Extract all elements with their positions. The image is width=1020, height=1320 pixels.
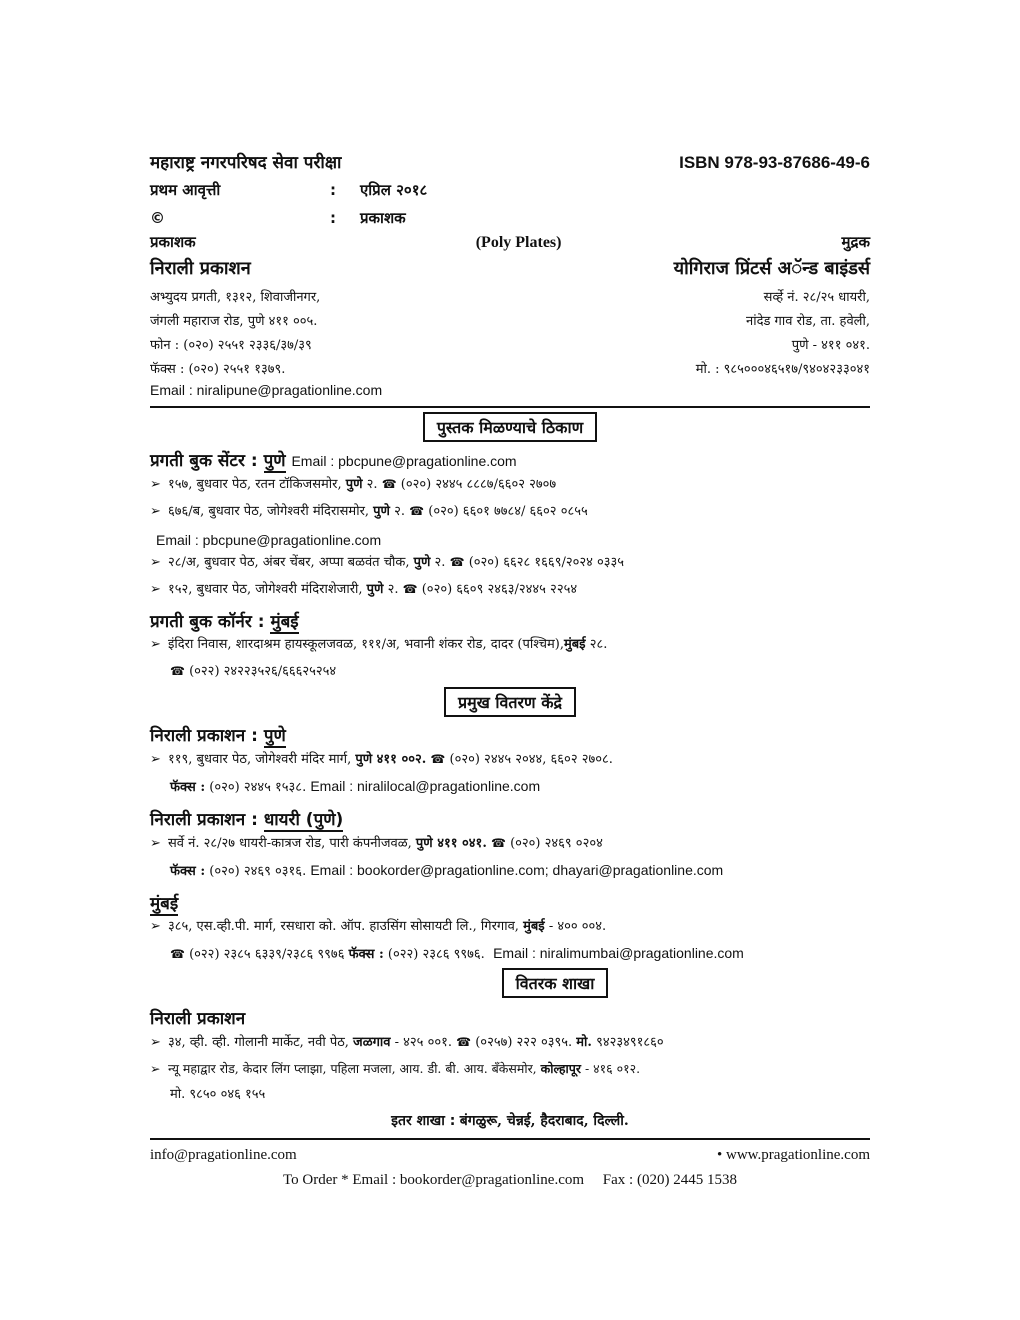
footer-fax: Fax : (020) 2445 1538	[602, 1172, 737, 1188]
address-item: ➢ १५७, बुधवार पेठ, रतन टॉकिजसमोर, पुणे २. ☎ (०२०) २४४५ ८८८७/६६०२ २७०७	[150, 471, 870, 498]
section-heading	[150, 891, 870, 914]
publisher-names-row	[150, 256, 870, 286]
footer-order-row	[150, 1168, 870, 1192]
heading-city: पुणे	[263, 726, 286, 746]
mobile-line: मो. ९८५० ०४६ १५५	[170, 1087, 266, 1102]
address-item: ➢ ३८५, एस.व्ही.पी. मार्ग, रसधारा को. ऑप. हाउसिंग सोसायटी लि., गिरगाव, मुंबई - ४०० ००४.	[150, 914, 870, 940]
publisher-address-line: अभ्युदय प्रगती, १३१२, शिवाजीनगर,	[150, 290, 321, 305]
heading-city: धायरी (पुणे)	[263, 810, 344, 830]
copyright-symbol: ©	[150, 209, 165, 227]
footer-email[interactable]: info@pragationline.com	[150, 1147, 297, 1163]
arrow-icon: ➢	[150, 637, 161, 652]
edition-value: एप्रिल २०१८	[360, 181, 428, 199]
phone-icon: ☎	[170, 947, 185, 961]
fax-line: फॅक्स : (०२०) २४४५ १५३८. Email : niralilocal@pragationline.com	[170, 778, 541, 795]
divider	[150, 406, 870, 408]
edition-row	[150, 176, 870, 204]
printer-label: मुद्रक	[841, 233, 870, 251]
section-heading	[150, 448, 870, 471]
address-item: ➢ ३४, व्ही. व्ही. गोलानी मार्केट, नवी पेठ, जळगाव - ४२५ ००१. ☎ (०२५७) २२२ ०३९५. मो. ९४२३४९१८६०	[150, 1029, 870, 1056]
copyright-value: प्रकाशक	[360, 209, 406, 227]
phone-icon: ☎	[490, 836, 506, 850]
arrow-icon: ➢	[150, 555, 161, 570]
arrow-icon: ➢	[150, 919, 161, 934]
plates-label: (Poly Plates)	[475, 234, 562, 251]
phone-line: ☎ (०२२) २४२२३५२६/६६६२५२५४	[170, 664, 337, 679]
section-box-wrap	[150, 687, 870, 717]
publisher-name: निराली प्रकाशन	[150, 258, 251, 279]
section-title-box: पुस्तक मिळण्याचे ठिकाण	[423, 412, 597, 442]
heading-prefix: निराली प्रकाशन :	[150, 810, 258, 830]
edition-label: प्रथम आवृत्ती	[150, 181, 221, 199]
fax-line: ☎ (०२२) २३८५ ६३३९/२३८६ ९९७६ फॅक्स : (०२२) २३८६ ९९७६. Email : niralimumbai@pragationline.com	[170, 945, 744, 962]
phone-icon: ☎	[456, 1035, 472, 1049]
heading-city: मुंबई	[270, 612, 299, 632]
other-branches: इतर शाखा : बंगळुरू, चेन्नई, हैदराबाद, दिल्ली.	[391, 1113, 629, 1129]
printer-address	[696, 286, 870, 382]
heading-prefix: प्रगती बुक कॉर्नर :	[150, 612, 265, 632]
publisher-email: Email : niralipune@pragationline.com	[150, 382, 383, 398]
phone-icon: ☎	[430, 752, 446, 766]
address-item: ➢ ६७६/ब, बुधवार पेठ, जोगेश्वरी मंदिरासमोर, पुणे २. ☎ (०२०) ६६०१ ७७८४/ ६६०२ ०८५५	[150, 498, 870, 525]
section-heading: निराली प्रकाशन	[150, 1009, 246, 1029]
addresses-row	[150, 286, 870, 382]
address-item: ➢ ११९, बुधवार पेठ, जोगेश्वरी मंदिर मार्ग, पुणे ४११ ००२. ☎ (०२०) २४४५ २०४४, ६६०२ २७०८.	[150, 746, 870, 773]
section-heading	[150, 723, 870, 746]
footer-website[interactable]: • www.pragationline.com	[717, 1147, 870, 1163]
isbn: ISBN 978-93-87686-49-6	[679, 153, 870, 172]
arrow-icon: ➢	[150, 1061, 161, 1076]
fax-line: फॅक्स : (०२०) २४६९ ०३१६. Email : bookorder@pragationline.com; dhayari@pragationline.com	[170, 862, 724, 879]
heading-email: Email : pbcpune@pragationline.com	[291, 453, 517, 469]
arrow-icon: ➢	[150, 752, 161, 767]
branch-email: Email : pbcpune@pragationline.com	[156, 532, 382, 548]
publisher-label: प्रकाशक	[150, 233, 196, 251]
phone-icon: ☎	[381, 477, 397, 491]
section-heading	[150, 807, 870, 830]
section-box-wrap	[150, 412, 870, 442]
heading-prefix: निराली प्रकाशन :	[150, 726, 258, 746]
publisher-address-line: जंगली महाराज रोड, पुणे ४११ ००५.	[150, 314, 318, 329]
section-title-box: वितरक शाखा	[502, 968, 609, 998]
phone-icon: ☎	[449, 555, 465, 569]
section-title-box: प्रमुख वितरण केंद्रे	[444, 687, 576, 717]
phone-icon: ☎	[409, 504, 425, 518]
address-item: ➢ १५२, बुधवार पेठ, जोगेश्वरी मंदिराशेजारी, पुणे २. ☎ (०२०) ६६०९ २४६३/२४४५ २२५४	[150, 576, 870, 603]
printer-address-line: मो. : ९८५०००४६५१७/९४०४२३३०४१	[695, 362, 870, 377]
publisher-address-line: फॅक्स : (०२०) २५५१ १३७९.	[150, 362, 286, 377]
heading-prefix: प्रगती बुक सेंटर :	[150, 451, 258, 471]
printer-address-line: सर्व्हे नं. २८/२५ धायरी,	[763, 290, 870, 305]
section-heading	[150, 609, 870, 632]
phone-icon: ☎	[402, 582, 418, 596]
printer-address-line: नांदेड गाव रोड, ता. हवेली,	[745, 314, 870, 329]
printer-address-line: पुणे - ४११ ०४१.	[791, 338, 870, 353]
arrow-icon: ➢	[150, 477, 161, 492]
heading-city: मुंबई	[150, 894, 179, 914]
book-title: महाराष्ट्र नगरपरिषद सेवा परीक्षा	[150, 153, 342, 173]
footer-order: To Order * Email : bookorder@pragationline.com	[283, 1172, 585, 1188]
address-item: ➢ सर्वे नं. २८/२७ धायरी-कात्रज रोड, पारी कंपनीजवळ, पुणे ४११ ०४१. ☎ (०२०) २४६९ ०२०४	[150, 830, 870, 857]
publisher-address-line: फोन : (०२०) २५५१ २३३६/३७/३९	[150, 338, 312, 353]
heading-city: पुणे	[263, 451, 286, 471]
edition-colon: :	[330, 181, 336, 199]
arrow-icon: ➢	[150, 1035, 161, 1050]
copyright-page	[150, 150, 870, 1192]
publisher-labels-row	[150, 232, 870, 256]
divider	[150, 1138, 870, 1140]
phone-icon: ☎	[170, 664, 185, 678]
title-row	[150, 150, 870, 176]
address-item: ➢ न्यू महाद्वार रोड, केदार लिंग प्लाझा, पहिला मजला, आय. डी. बी. आय. बँकेसमोर, कोल्हापूर - ४१६ ०१२.	[150, 1056, 870, 1082]
copyright-colon: :	[330, 209, 336, 227]
footer-row	[150, 1142, 870, 1168]
publisher-address	[150, 286, 320, 382]
arrow-icon: ➢	[150, 504, 161, 519]
address-item: ➢ २८/अ, बुधवार पेठ, अंबर चेंबर, अप्पा बळवंत चौक, पुणे २. ☎ (०२०) ६६२८ १६६९/२०२४ ०३३५	[150, 549, 870, 576]
section-box-wrap	[150, 968, 870, 998]
address-item: ➢ इंदिरा निवास, शारदाश्रम हायस्कूलजवळ, १११/अ, भवानी शंकर रोड, दादर (पश्चिम),मुंबई २८.	[150, 632, 870, 658]
arrow-icon: ➢	[150, 582, 161, 597]
printer-name: योगिराज प्रिंटर्स अॅन्ड बाइंडर्स	[673, 258, 870, 279]
arrow-icon: ➢	[150, 836, 161, 851]
copyright-row	[150, 204, 870, 232]
